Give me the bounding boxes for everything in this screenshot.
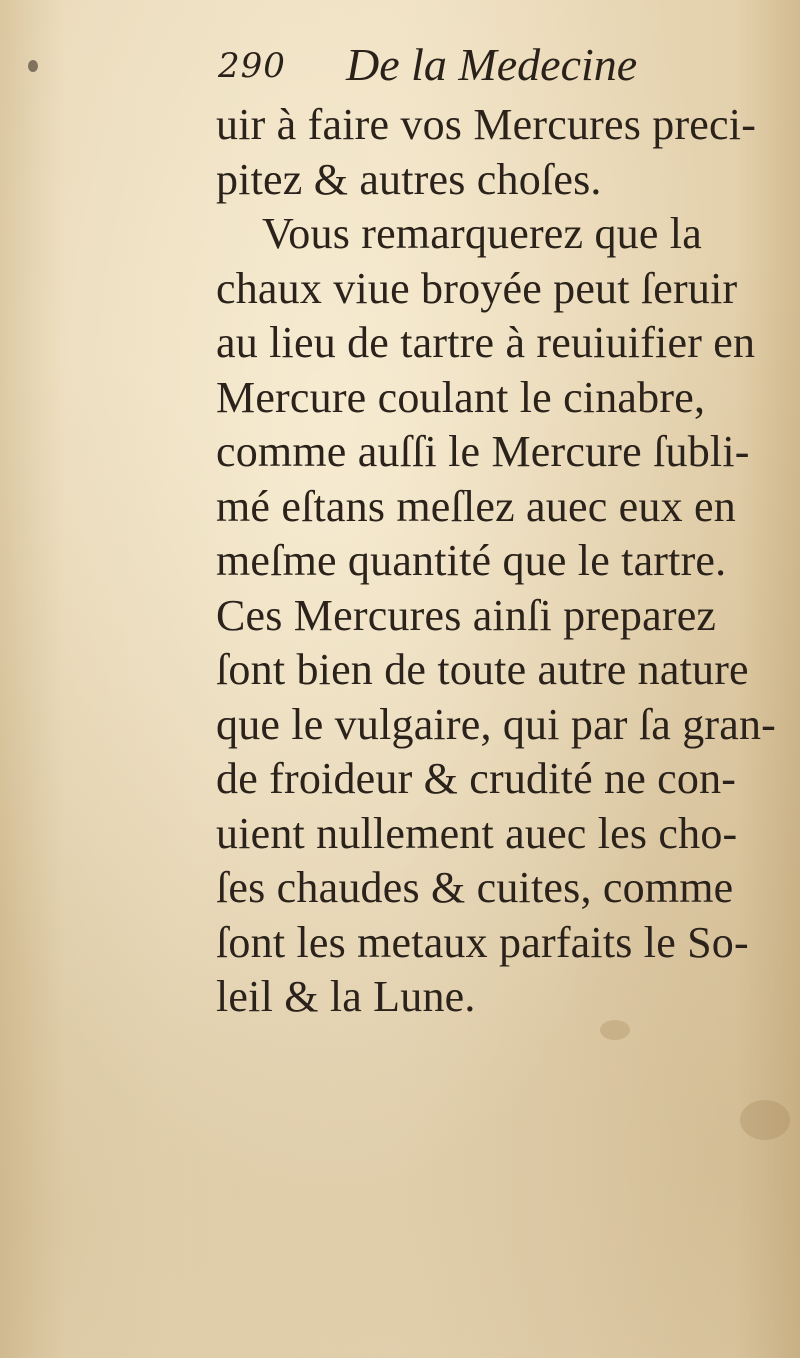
running-title: De la Medecine: [346, 39, 638, 90]
ink-spot: [28, 60, 38, 72]
text-line: comme auſſi le Mercure ſubli-: [216, 427, 750, 476]
text-line: mé eſtans meſlez auec eux en: [216, 481, 736, 531]
text-line: ſont les metaux parfaits le So-: [216, 917, 749, 967]
text-line: que le vulgaire, qui par ſa gran-: [216, 699, 777, 749]
text-line: uient nullement auec les cho-: [216, 808, 738, 858]
text-line: Vous remarquerez que la: [262, 209, 702, 258]
page-number: 290: [218, 46, 286, 86]
text-line: uir à faire vos Mercures preci-: [216, 100, 757, 149]
text-line: pitez & autres choſes.: [216, 154, 602, 204]
text-line: leil & la Lune.: [216, 972, 476, 1021]
text-line: au lieu de tartre à reuiuifier en: [216, 318, 756, 367]
text-line: ſont bien de toute autre nature: [216, 645, 749, 694]
text-line: ſes chaudes & cuites, comme: [216, 863, 734, 912]
text-line: Mercure coulant le cinabre,: [216, 372, 706, 422]
text-line: Ces Mercures ainſi preparez: [216, 590, 717, 640]
page-header: [218, 38, 688, 98]
text-line: chaux viue broyée peut ſeruir: [216, 263, 738, 313]
text-line: de froideur & crudité ne con-: [216, 754, 737, 803]
text-line: meſme quantité que le tartre.: [216, 536, 727, 585]
stain-spot: [740, 1100, 790, 1140]
body-text: [216, 98, 776, 1025]
